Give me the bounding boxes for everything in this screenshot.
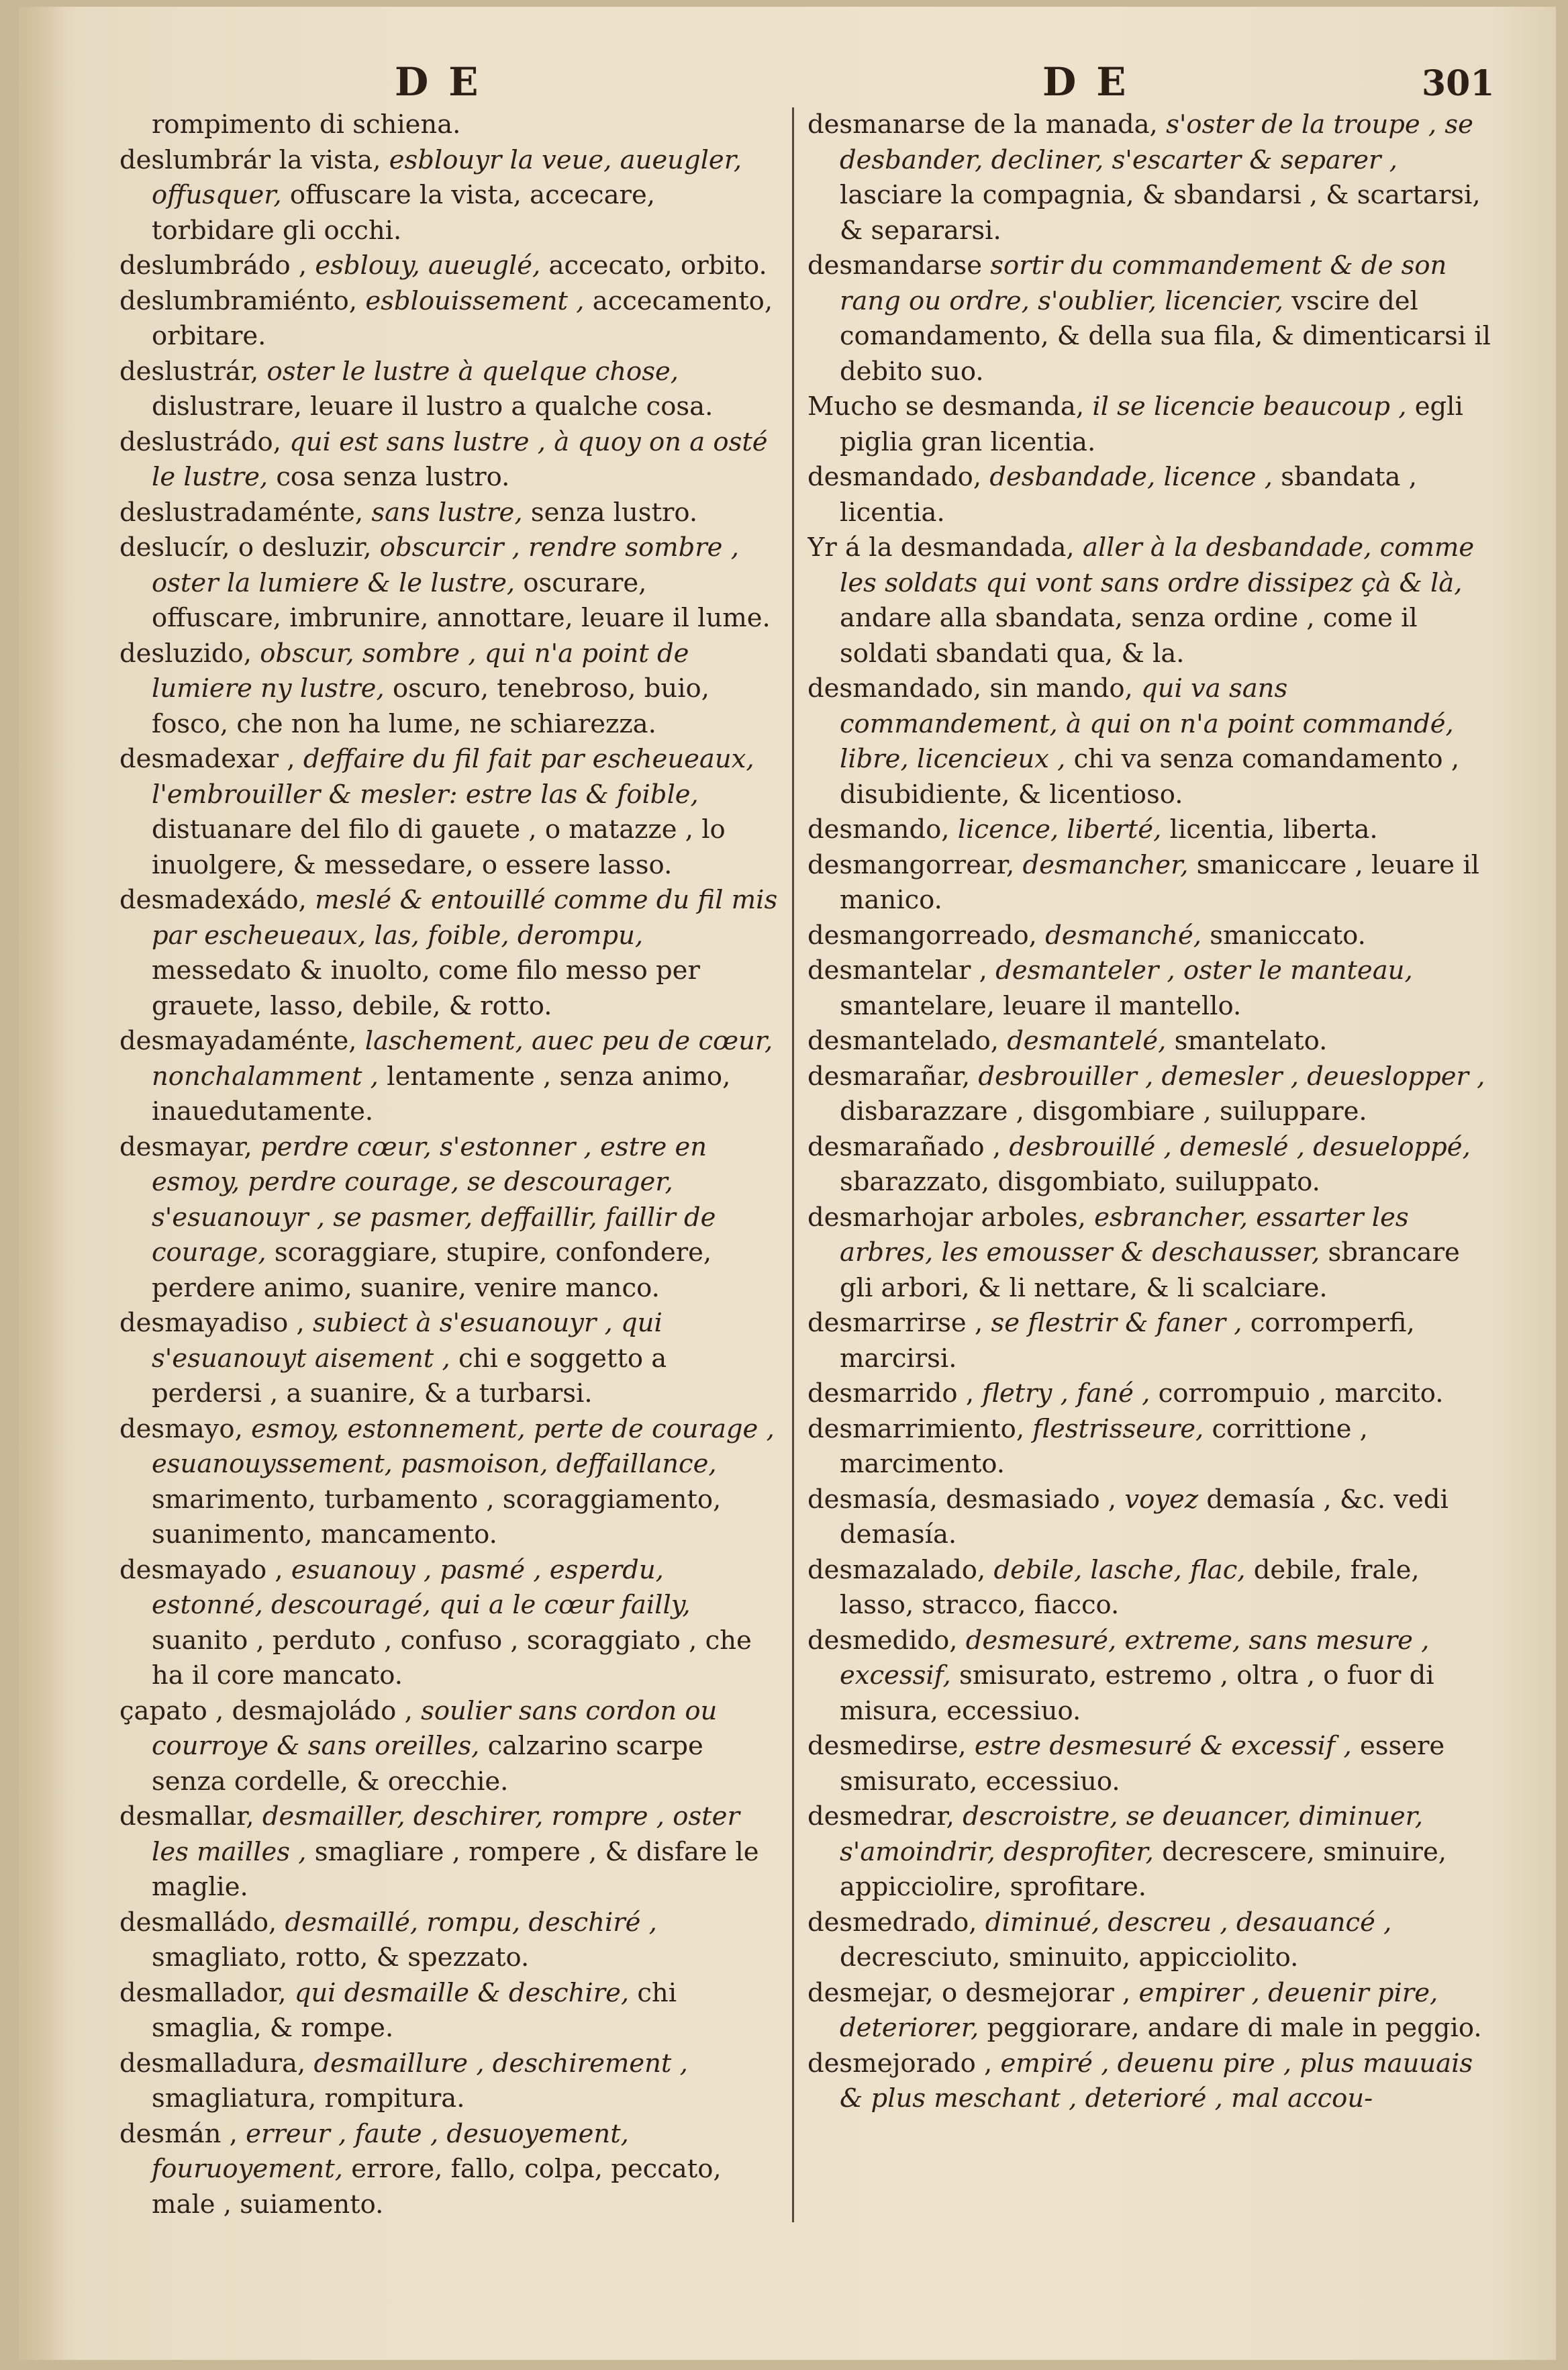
italian-gloss: peggiorare, andare di male in peggio. <box>987 2013 1482 2043</box>
headword: desmangorrear, <box>807 849 1015 880</box>
french-gloss: esbrancher, essarter les arbres, les emousser & deschausser, <box>840 1202 1409 1268</box>
dictionary-entry <box>807 848 1499 918</box>
french-gloss: empirer , deuenir pire, deteriorer, <box>840 1977 1438 2043</box>
dictionary-entry <box>119 530 781 636</box>
french-gloss: qui va sans commandement, à qui on n'a point commandé, libre, licencieux , <box>840 673 1454 774</box>
dictionary-entry <box>119 107 781 143</box>
french-gloss: desmanteler , oster le manteau, <box>995 955 1413 986</box>
italian-gloss: distuanare del filo di gauete , o matazze , lo inuolgere, & messedare, o essere lasso. <box>152 814 726 880</box>
headword: desmayar, <box>119 1131 252 1162</box>
french-gloss: desmaillure , deschirement , <box>313 2048 688 2079</box>
dictionary-entry <box>119 1412 781 1553</box>
italian-gloss: smarimento, turbamento , scoraggiamento, suanimento, mancamento. <box>152 1484 722 1550</box>
headword: desmarrido , <box>807 1378 975 1409</box>
headword: desmanarse de la manada, <box>807 109 1158 140</box>
french-gloss: qui est sans lustre , à quoy on a osté le lustre, <box>152 426 768 492</box>
french-gloss: obscur, sombre , qui n'a point de lumiere ny lustre, <box>152 638 689 704</box>
dictionary-entry <box>807 107 1499 248</box>
dictionary-entry <box>119 636 781 743</box>
headword: desmantelar , <box>807 955 987 986</box>
french-gloss: perdre cœur, s'estonner , estre en esmoy, perdre courage, se descourager, s'esuanouyr , se pasmer, deffaillir, faillir de courage, <box>152 1131 716 1268</box>
dictionary-entry <box>807 1376 1499 1412</box>
headword: deslumbramiénto, <box>119 285 358 316</box>
italian-gloss: smagliare , rompere , & disfare le maglie. <box>152 1836 759 1902</box>
headword: desmallador, <box>119 1977 287 2008</box>
italian-gloss: smisurato, estremo , oltra , o fuor di misura, eccessiuo. <box>840 1660 1434 1726</box>
headword: desmarañado , <box>807 1131 1001 1162</box>
italian-gloss: oscurare, offuscare, imbrunire, annottare, leuare il lume. <box>152 567 771 633</box>
headword: desmayadiso , <box>119 1308 305 1338</box>
italian-gloss: essere smisurato, eccessiuo. <box>840 1731 1445 1797</box>
headword: desmedido, <box>807 1625 958 1656</box>
italian-gloss: disbarazzare , disgombiare , suiluppare. <box>840 1096 1367 1127</box>
dictionary-entry <box>119 425 781 495</box>
italian-gloss: smantelato. <box>1174 1026 1328 1056</box>
italian-gloss: smagliato, rotto, & spezzato. <box>152 1942 530 1973</box>
french-gloss: licence, liberté, <box>957 814 1162 845</box>
french-gloss: esblouissement , <box>365 285 585 316</box>
headword: deslumbrár la vista, <box>119 144 381 175</box>
dictionary-entry <box>807 1306 1499 1376</box>
french-gloss: erreur , faute , desuoyement, fouruoyement, <box>152 2118 629 2184</box>
headword: desmallar, <box>119 1801 254 1832</box>
italian-gloss: vscire del comandamento, & della sua fila, & dimenticarsi il debito suo. <box>840 285 1491 387</box>
headword: desmando, <box>807 814 950 845</box>
french-gloss: desmantelé, <box>1007 1026 1167 1056</box>
headword: desmandado, <box>807 462 982 492</box>
dictionary-entry <box>807 1976 1499 2046</box>
french-gloss: se flestrir & faner , <box>991 1308 1242 1338</box>
french-gloss: esblouyr la veue, aueugler, offusquer, <box>152 144 742 210</box>
running-head-left: DE <box>395 59 499 105</box>
dictionary-entry <box>807 671 1499 812</box>
dictionary-entry <box>807 1200 1499 1307</box>
dictionary-entry <box>807 812 1499 848</box>
headword: desmedirse, <box>807 1731 967 1761</box>
headword: çapato , desmajoládo , <box>119 1695 413 1726</box>
french-gloss: desbandade, licence , <box>989 462 1273 492</box>
french-gloss: fletry , fané , <box>982 1378 1150 1409</box>
italian-gloss: demasía , &c. vedi demasía. <box>840 1484 1449 1550</box>
headword: desmadexar , <box>119 744 295 774</box>
dictionary-entry <box>807 1553 1499 1623</box>
book-page <box>19 7 1556 2360</box>
dictionary-entry <box>807 1059 1499 1130</box>
french-gloss: flestrisseure, <box>1032 1413 1204 1444</box>
italian-gloss: smaniccato. <box>1210 920 1366 951</box>
headword: desmedrado, <box>807 1907 977 1938</box>
dictionary-entry <box>807 1482 1499 1553</box>
italian-gloss: corrompuio , marcito. <box>1158 1378 1444 1409</box>
dictionary-entry <box>119 1024 781 1130</box>
french-gloss: desmailler, deschirer, rompre , oster les mailles , <box>152 1801 740 1867</box>
french-gloss: esmoy, estonnement, perte de courage , esuanouyssement, pasmoison, deffaillance, <box>152 1413 775 1479</box>
headword: Mucho se desmanda, <box>807 391 1085 422</box>
french-gloss: esuanouy , pasmé , esperdu, estonné, descouragé, qui a le cœur failly, <box>152 1554 691 1620</box>
italian-gloss: oscuro, tenebroso, buio, fosco, che non ha lume, ne schiarezza. <box>152 673 709 739</box>
italian-gloss: accecamento, orbitare. <box>152 285 773 351</box>
italian-gloss: suanito , perduto , confuso , scoraggiato , che ha il core mancato. <box>152 1625 752 1691</box>
french-gloss: soulier sans cordon ou courroye & sans oreilles, <box>152 1695 718 1761</box>
italian-gloss: licentia, liberta. <box>1169 814 1378 845</box>
headword: desmayado , <box>119 1554 283 1585</box>
headword: desmarrimiento, <box>807 1413 1025 1444</box>
french-gloss: desmesuré, extreme, sans mesure , excessif, <box>840 1625 1430 1691</box>
french-gloss: desmaillé, rompu, deschiré , <box>285 1907 657 1938</box>
dictionary-entry <box>119 1553 781 1694</box>
italian-gloss: accecato, orbito. <box>548 250 767 281</box>
french-gloss: obscurcir , rendre sombre , oster la lumiere & le lustre, <box>152 532 739 598</box>
italian-gloss: chi smaglia, & rompe. <box>152 1977 677 2043</box>
dictionary-entry <box>807 1024 1499 1059</box>
dictionary-entry <box>119 354 781 425</box>
french-gloss: diminué, descreu , desauancé , <box>985 1907 1392 1938</box>
dictionary-entry <box>807 1905 1499 1976</box>
italian-gloss: corrittione , marcimento. <box>840 1413 1368 1479</box>
italian-gloss: debile, frale, lasso, stracco, fiacco. <box>840 1554 1420 1620</box>
headword: deslustrádo, <box>119 426 281 457</box>
headword: desmandado, sin mando, <box>807 673 1133 704</box>
dictionary-entry <box>807 1729 1499 1799</box>
headword: desmayadaménte, <box>119 1026 357 1056</box>
headword: deslumbrádo , <box>119 250 307 281</box>
french-gloss: aller à la desbandade, comme les soldats qui vont sans ordre dissipez çà & là, <box>840 532 1475 598</box>
french-gloss: esblouy, aueuglé, <box>315 250 541 281</box>
italian-gloss: egli piglia gran licentia. <box>840 391 1463 457</box>
italian-gloss: chi e soggetto a perdersi , a suanire, & a turbarsi. <box>152 1343 667 1409</box>
french-gloss: estre desmesuré & excessif , <box>974 1731 1352 1761</box>
french-gloss: empiré , deuenu pire , plus mauuais & plus meschant , deterioré , mal accou- <box>840 2048 1473 2114</box>
headword: deslucír, o desluzir, <box>119 532 372 563</box>
french-gloss: desbrouiller , demesler , deueslopper , <box>978 1061 1485 1092</box>
italian-gloss: andare alla sbandata, senza ordine , come il soldati sbandati qua, & la. <box>840 603 1418 669</box>
french-gloss: subiect à s'esuanouyr , qui s'esuanouyt aisement , <box>152 1308 663 1374</box>
italian-gloss: scoraggiare, stupire, confondere, perdere animo, suanire, venire manco. <box>152 1237 712 1303</box>
dictionary-entry <box>119 883 781 1024</box>
french-gloss: qui desmaille & deschire, <box>294 1977 630 2008</box>
italian-gloss: sbarazzato, disgombiato, suiluppato. <box>840 1167 1320 1197</box>
dictionary-entry <box>119 1694 781 1800</box>
french-gloss: sans lustre, <box>371 497 523 528</box>
french-gloss: oster le lustre à quelque chose, <box>266 356 679 387</box>
headword: desmarhojar arboles, <box>807 1202 1086 1233</box>
french-gloss: il se licencie beaucoup , <box>1092 391 1407 422</box>
italian-gloss: calzarino scarpe senza cordelle, & orecchie. <box>152 1731 703 1797</box>
headword: desluzido, <box>119 638 252 669</box>
headword: desmantelado, <box>807 1026 999 1056</box>
dictionary-entry <box>119 1130 781 1307</box>
italian-gloss: rompimento di schiena. <box>152 109 461 140</box>
headword: desmarrirse , <box>807 1308 983 1338</box>
italian-gloss: sbandata , licentia. <box>840 462 1417 528</box>
italian-gloss: smaniccare , leuare il manico. <box>840 849 1479 915</box>
dictionary-entry <box>807 530 1499 671</box>
italian-gloss: dislustrare, leuare il lustro a qualche cosa. <box>152 391 714 422</box>
italian-gloss: decrescere, sminuire, appicciolire, sprofitare. <box>840 1836 1447 1902</box>
italian-gloss: errore, fallo, colpa, peccato, male , suiamento. <box>152 2154 722 2220</box>
headword: desmadexádo, <box>119 885 307 915</box>
headword: desmedrar, <box>807 1801 954 1832</box>
page-number: 301 <box>1422 63 1495 104</box>
italian-gloss: smagliatura, rompitura. <box>152 2083 465 2114</box>
dictionary-entry <box>807 1799 1499 1905</box>
dictionary-entry <box>119 1799 781 1905</box>
french-gloss: laschement, auec peu de cœur, nonchalamment , <box>152 1026 773 1092</box>
headword: Yr á la desmandada, <box>807 532 1075 563</box>
french-gloss: debile, lasche, flac, <box>993 1554 1246 1585</box>
dictionary-entry <box>807 248 1499 389</box>
french-gloss: sortir du commandement & de son rang ou ordre, s'oublier, licencier, <box>840 250 1447 316</box>
headword: desmalladura, <box>119 2048 306 2079</box>
italian-gloss: lasciare la compagnia, & sbandarsi , & scartarsi, & separarsi. <box>840 180 1481 246</box>
french-gloss: voyez <box>1124 1484 1199 1515</box>
page-gutter-shadow <box>19 7 66 2360</box>
italian-gloss: corromperfi, marcirsi. <box>840 1308 1415 1374</box>
dictionary-entry <box>119 1905 781 1976</box>
italian-gloss: senza lustro. <box>530 497 698 528</box>
left-column <box>119 107 781 2323</box>
dictionary-entry <box>119 143 781 249</box>
column-divider <box>792 107 794 2222</box>
french-gloss: s'oster de la troupe , se desbander, decliner, s'escarter & separer , <box>840 109 1473 175</box>
headword: desmayo, <box>119 1413 243 1444</box>
italian-gloss: decresciuto, sminuito, appicciolito. <box>840 1942 1299 1973</box>
headword: desmejorado , <box>807 2048 993 2079</box>
dictionary-entry <box>119 495 781 531</box>
italian-gloss: messedato & inuolto, come filo messo per grauete, lasso, debile, & rotto. <box>152 955 700 1021</box>
italian-gloss: smantelare, leuare il mantello. <box>840 990 1242 1021</box>
dictionary-entry <box>119 1976 781 2046</box>
french-gloss: deffaire du fil fait par escheueaux, l'embrouiller & mesler: estre las & foible, <box>152 744 754 810</box>
headword: desmán , <box>119 2118 238 2149</box>
dictionary-entry <box>807 918 1499 954</box>
french-gloss: descroistre, se deuancer, diminuer, s'amoindrir, desprofiter, <box>840 1801 1424 1867</box>
italian-gloss: lentamente , senza animo, inauedutamente. <box>152 1061 731 1127</box>
headword: desmejar, o desmejorar , <box>807 1977 1131 2008</box>
french-gloss: meslé & entouillé comme du fil mis par escheueaux, las, foible, derompu, <box>152 885 778 951</box>
dictionary-entry <box>119 2117 781 2223</box>
dictionary-entry <box>807 460 1499 530</box>
italian-gloss: cosa senza lustro. <box>276 462 510 492</box>
italian-gloss: sbrancare gli arbori, & li nettare, & li scalciare. <box>840 1237 1460 1303</box>
dictionary-entry <box>807 2046 1499 2117</box>
dictionary-entry <box>119 2046 781 2117</box>
headword: desmandarse <box>807 250 982 281</box>
dictionary-entry <box>807 389 1499 460</box>
dictionary-entry <box>119 248 781 284</box>
dictionary-entry <box>119 1306 781 1412</box>
italian-gloss: chi va senza comandamento , disubidiente, & licentioso. <box>840 744 1460 810</box>
dictionary-entry <box>807 1412 1499 1482</box>
headword: desmangorreado, <box>807 920 1037 951</box>
headword: desmarañar, <box>807 1061 971 1092</box>
dictionary-entry <box>119 742 781 883</box>
headword: desmazalado, <box>807 1554 986 1585</box>
headword: desmasía, desmasiado , <box>807 1484 1117 1515</box>
headword: deslustrár, <box>119 356 259 387</box>
dictionary-entry <box>807 953 1499 1024</box>
french-gloss: desbrouillé , demeslé , desueloppé, <box>1009 1131 1471 1162</box>
running-head-right: DE <box>1042 59 1146 105</box>
dictionary-entry <box>807 1623 1499 1729</box>
right-column <box>807 107 1499 2323</box>
italian-gloss: offuscare la vista, accecare, torbidare gli occhi. <box>152 180 655 246</box>
french-gloss: desmanché, <box>1045 920 1202 951</box>
headword: desmalládo, <box>119 1907 277 1938</box>
dictionary-entry <box>119 284 781 354</box>
dictionary-entry <box>807 1130 1499 1200</box>
headword: deslustradaménte, <box>119 497 364 528</box>
french-gloss: desmancher, <box>1022 849 1189 880</box>
